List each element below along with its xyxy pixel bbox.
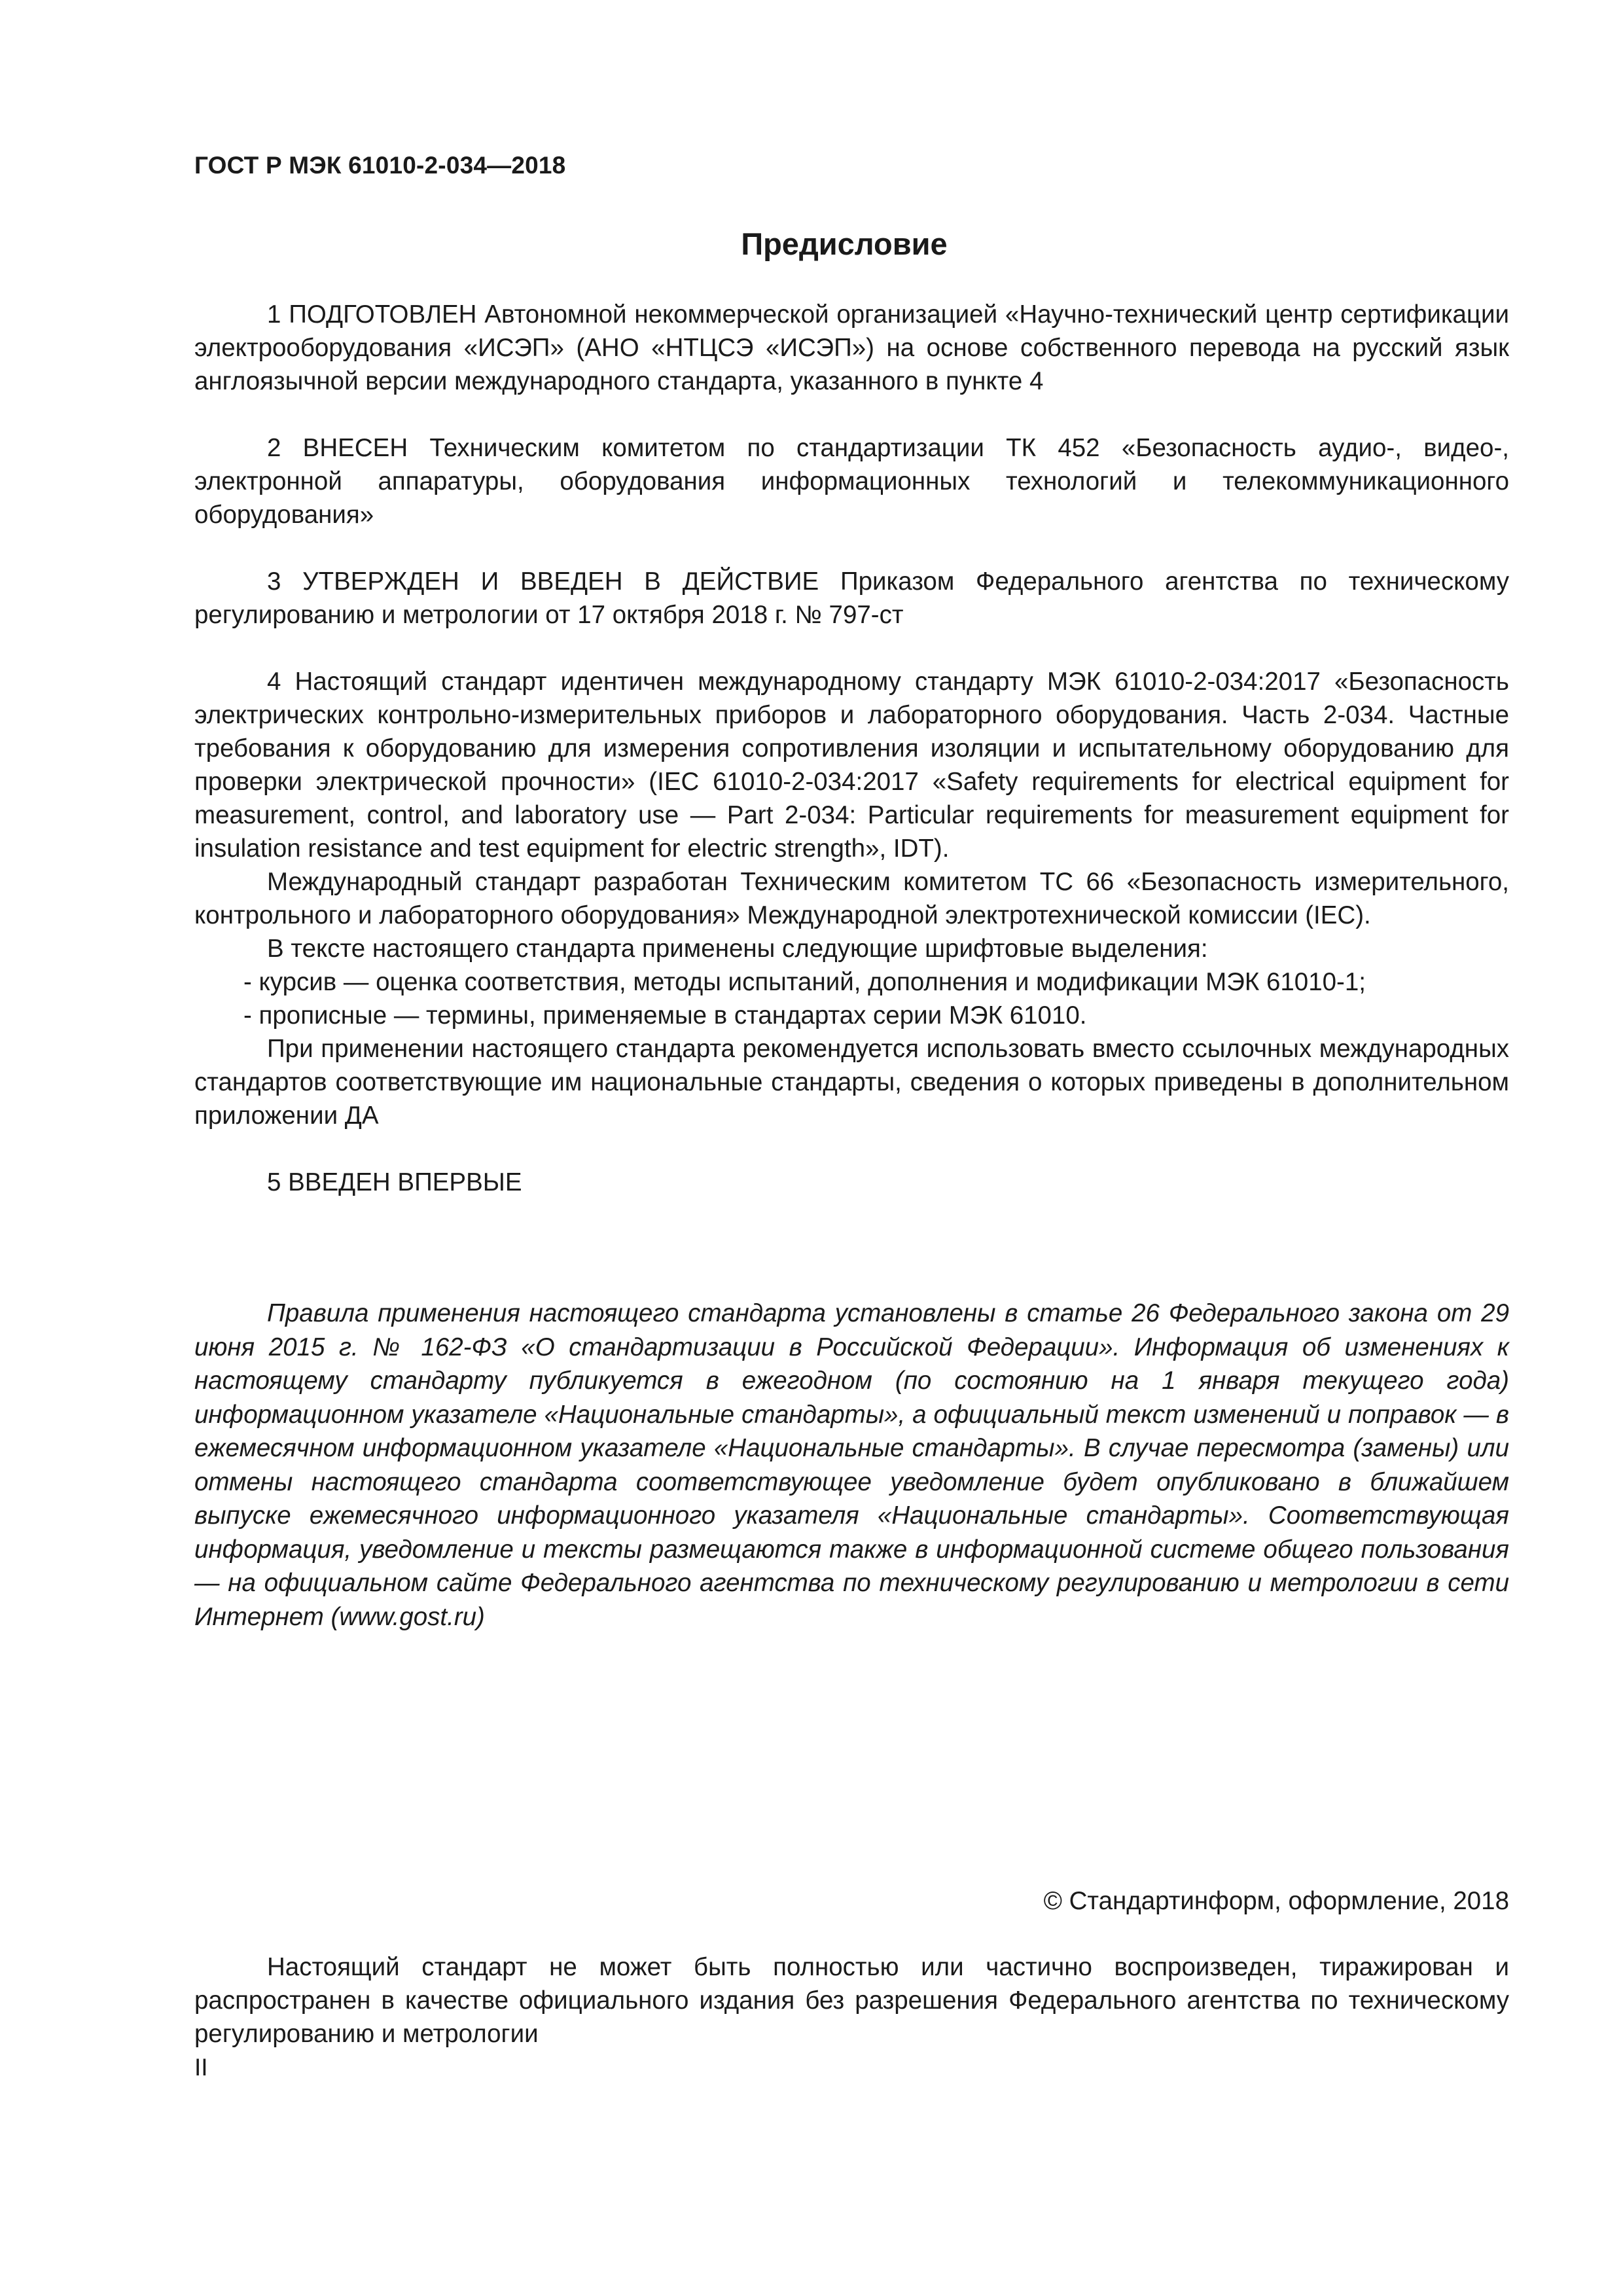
- list-item-capitals: - прописные — термины, применяемые в стандартах серии МЭК 61010.: [243, 1001, 1087, 1030]
- reproduction-notice: [194, 1950, 1509, 2051]
- paragraph-approved: 3 УТВЕРЖДЕН И ВВЕДЕН В ДЕЙСТВИЕ Приказом Федерального агентства по техническому регулированию и метрологии от 17 октября 2018 г. № 797-ст: [194, 567, 1509, 629]
- page-title: Предисловие: [741, 226, 948, 261]
- paragraph-introduced-by: 2 ВНЕСЕН Техническим комитетом по стандартизации ТК 452 «Безопасность аудио-, видео-, электронной аппаратуры, оборудования информационных технологий и телекоммуникационного оборудования»: [194, 434, 1509, 529]
- paragraph-identical-standard: 4 Настоящий стандарт идентичен международному стандарту МЭК 61010-2-034:2017 «Безопасность электрических контрольно-измерительных приборов и лабораторного оборудования. Часть 2-034. Частные требования к оборудованию для измерения сопротивления изоляции и испытательному оборудованию для проверки электрической прочности» (IEC 61010-2-034:2017 «Safety requirements for electrical equipment for measurement, control, and laboratory use — Part 2-034: Particular requirements for measurement equipment for insulation resistance and test equipment for electric strength», IDT).: [194, 668, 1509, 863]
- copyright-line: © Стандартинформ, оформление, 2018: [1043, 1887, 1509, 1915]
- paragraph-prepared-by: 1 ПОДГОТОВЛЕН Автономной некоммерческой организацией «Научно-технический центр сертификации электрооборудования «ИСЭП» (АНО «НТЦСЭ «ИСЭП») на основе собственного перевода на русский язык англоязычной версии международного стандарта, указанного в пункте 4: [194, 300, 1509, 395]
- application-rules-notice: [194, 1297, 1509, 1634]
- document-code-header: ГОСТ Р МЭК 61010-2-034—2018: [194, 152, 566, 179]
- notice-text: Правила применения настоящего стандарта установлены в статье 26 Федерального закона от 29 июня 2015 г. № 162-ФЗ «О стандартизации в Российской Федерации». Информация об изменениях к настоящему стандарту публикуется в ежегодном (по состоянию на 1 января текущего года) информационном указателе «Национальные стандарты», а официальный текст изменений и поправок — в ежемесячном информационном указателе «Национальные стандарты». В случае пересмотра (замены) или отмены настоящего стандарта соответствующее уведомление будет опубликовано в ближайшем выпуске ежемесячного информационного указателя «Национальные стандарты». Соответствующая информация, уведомление и тексты размещаются также в информационной системе общего пользования — на официальном сайте Федерального агентства по техническому регулированию и метрологии в сети Интернет (www.gost.ru): [194, 1299, 1509, 1631]
- paragraph-first-introduced: 5 ВВЕДЕН ВПЕРВЫЕ: [267, 1168, 522, 1196]
- paragraph-font-highlights: В тексте настоящего стандарта применены следующие шрифтовые выделения:: [267, 935, 1208, 963]
- paragraph-developed-by: Международный стандарт разработан Техническим комитетом ТС 66 «Безопасность измерительного, контрольного и лабораторного оборудования» Международной электротехнической комиссии (IEC).: [194, 868, 1509, 929]
- foreword-body: [194, 298, 1509, 1199]
- paragraph-reference-standards: При применении настоящего стандарта рекомендуется использовать вместо ссылочных международных стандартов соответствующие им национальные стандарты, сведения о которых приведены в дополнительном приложении ДА: [194, 1035, 1509, 1130]
- reproduction-notice-text: Настоящий стандарт не может быть полностью или частично воспроизведен, тиражирован и распространен в качестве официального издания без разрешения Федерального агентства по техническому регулированию и метрологии: [194, 1953, 1509, 2048]
- list-item-italic: - курсив — оценка соответствия, методы испытаний, дополнения и модификации МЭК 61010-1;: [243, 968, 1366, 996]
- page-number: II: [194, 2054, 208, 2081]
